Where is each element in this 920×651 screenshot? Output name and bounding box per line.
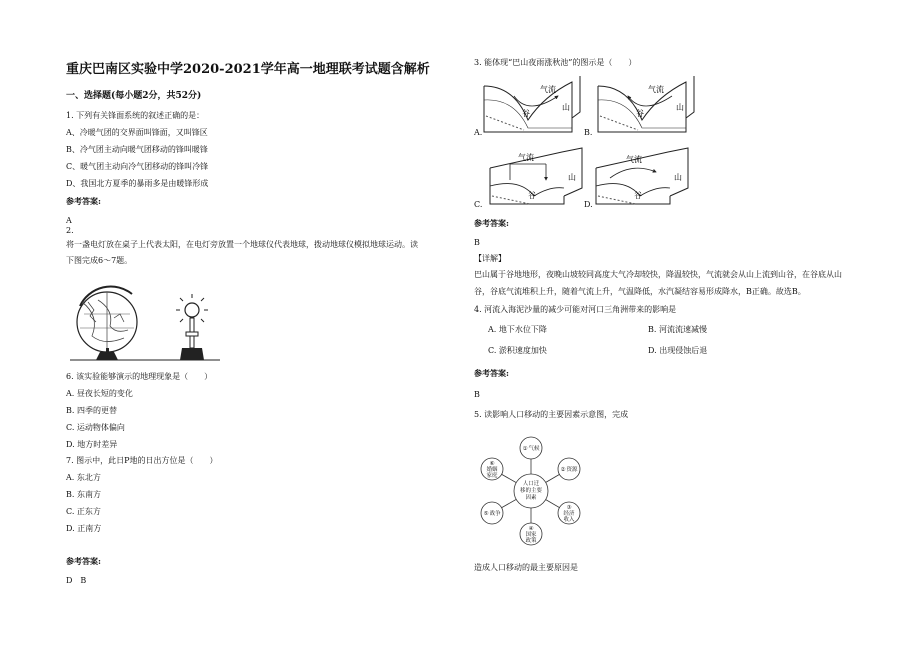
valley-b-valley-label: 谷 [636,109,644,118]
valley-a-mountain-label: 山 [562,103,570,112]
q67-answer: D B [66,576,87,585]
valley-d-mountain-label: 山 [674,173,682,182]
q4-option-d: D. 出现侵蚀后退 [648,346,708,355]
q3-detail-line2: 谷，谷底气流堆积上升，随着气流上升，气温降低，水汽凝结容易形成降水，B正确。故选B。 [474,287,806,296]
valley-diagram-a [484,76,584,136]
node2-num: ② [560,467,566,473]
q2-text-line2: 下图完成6～7题。 [66,256,133,265]
valley-d-air-label: 气流 [626,155,642,164]
q4-answer-label: 参考答案: [474,368,509,378]
migration-factors-diagram [472,432,590,550]
q3-detail-label: 【详解】 [474,254,506,263]
node1-text: 气候 [528,446,540,452]
q4-stem: 4. 河流入海泥沙量的减少可能对河口三角洲带来的影响是 [474,305,677,314]
q6-option-b: B. 四季的更替 [66,406,117,415]
node1-num: ① [522,446,528,452]
q3-option-b-letter: B. [584,128,593,137]
valley-d-valley-label: 谷 [634,191,642,200]
valley-diagram-d [596,148,696,208]
node6-num: ⑥ [489,461,495,467]
q6-option-d: D. 地方时差异 [66,440,118,449]
q5-question: 造成人口移动的最主要原因是 [474,563,578,572]
valley-c-valley-label: 谷 [528,191,536,200]
node6-text1: 婚姻 [486,467,498,473]
q7-option-a: A. 东北方 [66,473,101,482]
q3-option-c-letter: C. [474,200,483,209]
valley-c-air-label: 气流 [518,153,534,162]
q3-stem: 3. 能体现“巴山夜雨涨秋池”的图示是（ ） [474,58,637,67]
q7-stem: 7. 图示中，此日P地的日出方位是（ ） [66,456,218,465]
q4-option-a: A. 地下水位下降 [488,325,547,334]
q3-option-d-letter: D. [584,200,593,209]
q7-option-d: D. 正南方 [66,524,102,533]
q3-option-a-letter: A. [474,128,483,137]
valley-a-air-label: 气流 [540,85,556,94]
globe-lamp-figure [70,272,220,364]
q5-stem: 5. 读影响人口移动的主要因素示意图，完成 [474,410,629,419]
node5-num: ⑤ [483,511,489,517]
valley-b-mountain-label: 山 [676,103,684,112]
center-line3: 因素 [525,495,537,501]
q1-option-c: C、暖气团主动向冷气团移动的锋叫冷锋 [66,162,209,171]
q4-option-b: B. 河流流速减慢 [648,325,707,334]
q1-stem: 1. 下列有关锋面系统的叙述正确的是： [66,111,205,120]
q4-answer: B [474,390,480,399]
q2-number: 2. [66,226,74,235]
q6-stem: 6. 该实验能够演示的地理现象是（ ） [66,372,213,381]
q6-option-a: A. 昼夜长短的变化 [66,389,133,398]
node3-text1: 经济 [563,511,575,517]
q3-detail-line1: 巴山属于谷地地形，夜晚山坡较同高度大气冷却较快，降温较快，气流就会从山上流到山谷，在谷底从山 [474,270,842,279]
node3-text2: 收入 [563,517,575,523]
node2-text: 资源 [566,467,578,473]
center-line1: 人口迁 [522,481,540,487]
valley-a-valley-label: 谷 [522,109,530,118]
q1-answer-label: 参考答案: [66,196,101,206]
q1-option-d: D、我国北方夏季的暴雨多是由暖锋形成 [66,179,209,188]
node5-text: 战争 [489,511,501,517]
valley-b-air-label: 气流 [648,85,664,94]
node4-text1: 国家 [525,532,537,538]
q1-answer: A [66,216,72,225]
q67-answer-label: 参考答案: [66,556,101,566]
q1-option-a: A、冷暖气团的交界面叫锋面，又叫锋区 [66,128,208,137]
node3-num: ③ [566,505,572,511]
center-line2: 移的主要 [519,488,543,494]
q3-answer-label: 参考答案: [474,218,509,228]
page-title: 重庆巴南区实验中学2020-2021学年高一地理联考试题含解析 [66,62,430,77]
q6-option-c: C. 运动物体偏向 [66,423,125,432]
valley-diagram-c [490,148,590,208]
valley-c-mountain-label: 山 [568,173,576,182]
q4-option-c: C. 淤积速度加快 [488,346,547,355]
node6-text2: 家庭 [486,473,498,479]
node4-num: ④ [528,526,534,532]
section-heading: 一、选择题(每小题2分，共52分) [66,91,202,101]
valley-diagram-b [598,76,698,136]
q7-option-c: C. 正东方 [66,507,101,516]
node4-text2: 政策 [525,538,537,544]
q7-option-b: B. 东南方 [66,490,101,499]
q1-option-b: B、冷气团主动向暖气团移动的锋叫暖锋 [66,145,208,154]
q2-text-line1: 将一盏电灯放在桌子上代表太阳，在电灯旁放置一个地球仪代表地球，拨动地球仪模拟地球运动。读 [66,240,418,249]
q3-answer: B [474,238,480,247]
